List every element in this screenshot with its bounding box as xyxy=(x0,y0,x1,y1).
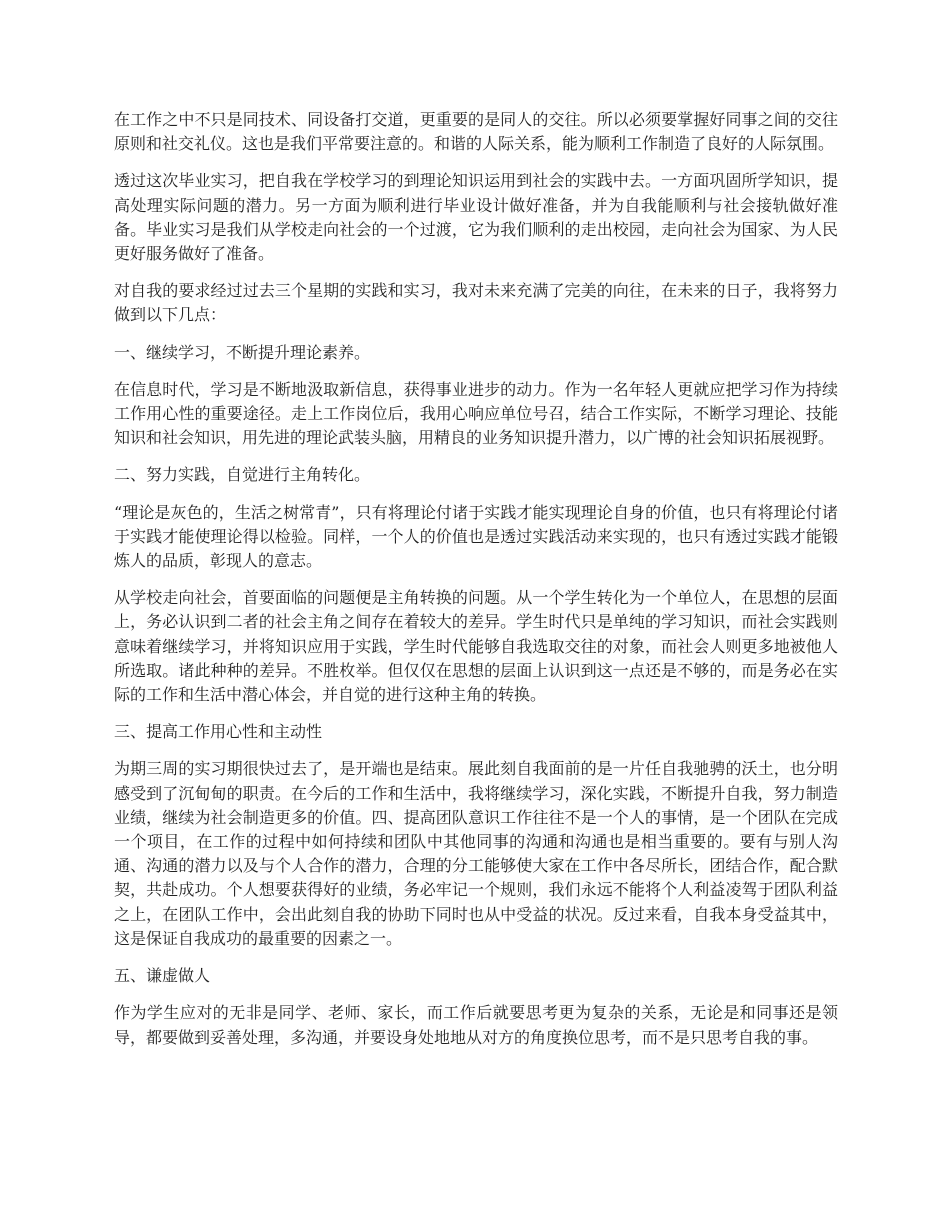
paragraph: 作为学生应对的无非是同学、老师、家长，而工作后就要思考更为复杂的关系，无论是和同事还是领导，都要做到妥善处理，多沟通，并要设身处地地从对方的角度换位思考，而不是只思考自我的事。 xyxy=(114,1003,838,1047)
paragraph: “理论是灰色的，生活之树常青”，只有将理论付诸于实践才能实现理论自身的价值，也只有将理论付诸于实践才能使理论得以检验。同样，一个人的价值也是透过实践活动来实现的，也只有透过实践才能锻炼人的品质，彰现人的意志。 xyxy=(114,502,838,571)
section-heading: 二、努力实践，自觉进行主角转化。 xyxy=(114,465,371,485)
paragraph: 从学校走向社会，首要面临的问题便是主角转换的问题。从一个学生转化为一个单位人，在思想的层面上，务必认识到二者的社会主角之间存在着较大的差异。学生时代只是单纯的学习知识，而社会实践则意味着继续学习，并将知识应用于实践，学生时代能够自我选取交往的对象，而社会人则更多地被他人所选取。诸此种种的差异。不胜枚举。但仅仅在思想的层面上认识到这一点还是不够的，而是务必在实际的工作和生活中潜心体会，并自觉的进行这种主角的转换。 xyxy=(114,588,838,705)
paragraph: 对自我的要求经过过去三个星期的实践和实习，我对未来充满了完美的向往，在未来的日子，我将努力做到以下几点： xyxy=(114,281,838,325)
paragraph: 透过这次毕业实习，把自我在学校学习的到理论知识运用到社会的实践中去。一方面巩固所学知识，提高处理实际问题的潜力。另一方面为顺利进行毕业设计做好准备，并为自我能顺利与社会接轨做好准备。毕业实习是我们从学校走向社会的一个过渡，它为我们顺利的走出校园，走向社会为国家、为人民更好服务做好了准备。 xyxy=(114,171,838,264)
paragraph: 在工作之中不只是同技术、同设备打交道，更重要的是同人的交往。所以必须要掌握好同事之间的交往原则和社交礼仪。这也是我们平常要注意的。和谐的人际关系，能为顺利工作制造了良好的人际氛围。 xyxy=(114,110,838,154)
paragraph: 在信息时代，学习是不断地汲取新信息，获得事业进步的动力。作为一名年轻人更就应把学习作为持续工作用心性的重要途径。走上工作岗位后，我用心响应单位号召，结合工作实际，不断学习理论、技能知识和社会知识，用先进的理论武装头脑，用精良的业务知识提升潜力，以广博的社会知识拓展视野。 xyxy=(114,379,838,448)
section-heading: 五、谦虚做人 xyxy=(114,966,211,986)
section-heading: 三、提高工作用心性和主动性 xyxy=(114,722,323,742)
paragraph: 为期三周的实习期很快过去了，是开端也是结束。展此刻自我面前的是一片任自我驰骋的沃土，也分明感受到了沉甸甸的职责。在今后的工作和生活中，我将继续学习，深化实践，不断提升自我，努力制造业绩，继续为社会制造更多的价值。四、提高团队意识工作往往不是一个人的事情，是一个团队在完成一个项目，在工作的过程中如何持续和团队中其他同事的沟通和沟通也是相当重要的。要有与别人沟通、沟通的潜力以及与个人合作的潜力，合理的分工能够使大家在工作中各尽所长，团结合作，配合默契，共赴成功。个人想要获得好的业绩，务必牢记一个规则，我们永远不能将个人利益凌驾于团队利益之上，在团队工作中，会出此刻自我的协助下同时也从中受益的状况。反过来看，自我本身受益其中，这是保证自我成功的最重要的因素之一。 xyxy=(114,759,838,948)
document-body xyxy=(114,108,838,1063)
section-heading: 一、继续学习，不断提升理论素养。 xyxy=(114,342,371,362)
